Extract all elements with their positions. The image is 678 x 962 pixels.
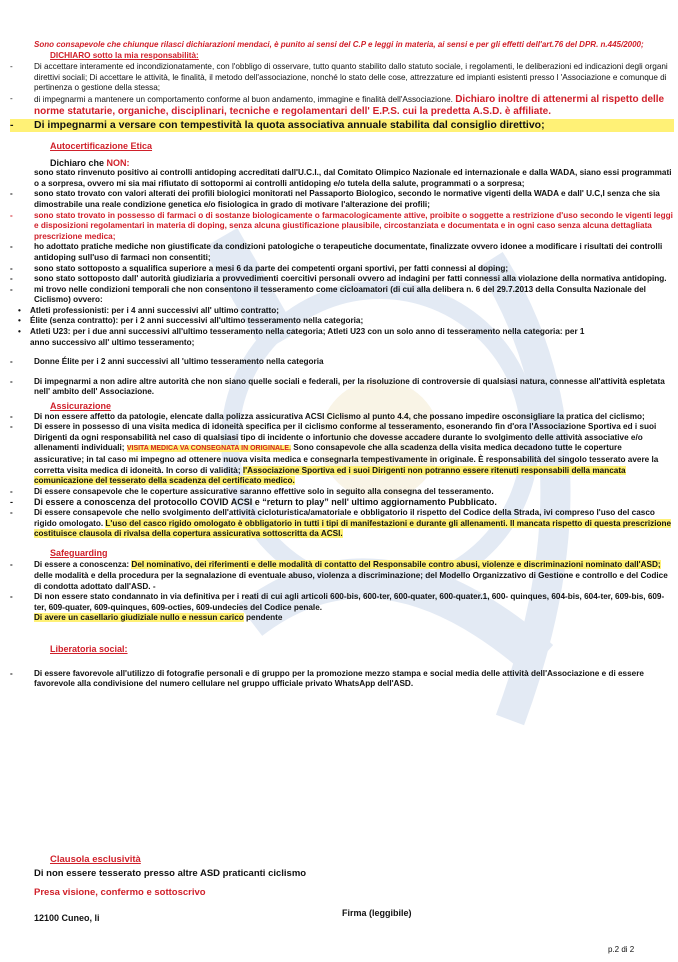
resp-item-quota: - Di impegnarmi a versare con tempestività la quota associativa annuale stabilita dal consiglio direttivo;	[10, 119, 674, 132]
category-item: • Élite (senza contratto): per i 2 anni successivi all'ultimo tesseramento nella categoria;	[18, 316, 364, 326]
etica-item: - sono stato sottoposto a squalifica superiore a mesi 6 da parte dei competenti organi sportivi, per fatti connessi al doping;	[10, 263, 509, 273]
assic-item: - Di essere a conoscenza del protocollo COVID ACSI e “return to play” nell' ultimo aggiornamento Pubblicato.	[10, 497, 497, 508]
elite-item: - Donne Élite per i 2 anni successivi all 'ultimo tesseramento nella categoria	[10, 357, 324, 367]
page-number: p.2 di 2	[608, 945, 635, 954]
assic-item: - Di essere consapevole che nello svolgimento dell'attività cicloturistica/amatoriale e obbligatorio il rispetto del Codice della Strada, ivi compreso l'uso del casco rigido omologato. L'uso del casco rigido omologato è obbligatorio in tutti i tipi di manifestazioni e durante gli allenamenti. Il mancata rispetto di questa prescrizione costituisce clausola di rivalsa della copertura assicurativa sottoscritta da ACSI.	[10, 507, 672, 539]
safeguarding-heading: Safeguarding	[50, 547, 108, 558]
liberatoria-heading: Liberatoria social:	[50, 643, 128, 654]
category-item: • Atleti U23: per i due anni successivi all'ultimo tesseramento nella categoria; Atleti U23 con un solo anno di tesseramento nella categoria: per 1 anno successivo all' ultimo tesseramento;	[18, 327, 585, 347]
assic-item: - Di essere in possesso di una visita medica di idoneità specifica per il ciclismo conforme al tesseramento, esonerando fin d'ora l'Associazione Sportiva ed i suoi Dirigenti da ogni responsabilità nel caso di qualsiasi tipo di incidente o infortunio che dovesse accadere durante lo svolgimento delle attività associative e/o allenamenti individuali; VISITA MEDICA VA CONSEGNATA IN ORIGINALE. Sono consapevole che alla scadenza della visita medica decadono tutte le coperture assicurative; in tal caso mi impegno ad ottenere nuova visita medica e consegnarla tempestivamente in originale. È responsabilità del singolo tesserato avere la corretta visita medica di idoneità. In corso di validità; l'Associazione Sportiva ed i suoi Dirigenti non potranno essere ritenuti responsabili della mancata comunicazione del tesserato della scadenza del certificato medico.	[10, 422, 659, 486]
clausola-text: Di non essere tesserato presso altre ASD praticanti ciclismo	[34, 868, 307, 879]
assic-item: - Di non essere affetto da patologie, elencate dalla polizza assicurativa ACSI Ciclismo al punto 4.4, che possano impedire osconsigliare la pratica del ciclismo;	[10, 411, 645, 421]
liberatoria-item: - Di essere favorevole all'utilizzo di fotografie personali e di gruppo per la promozione mezzo stampa e social media delle attività dell'Associazione e di essere favorevole alla condivisione del numero cellulare nel gruppo ufficiale privato WhatsApp dell'ASD.	[10, 668, 644, 689]
etica-heading: Autocertificazione Etica	[50, 140, 153, 151]
dichiaro-non-line: Dichiaro che NON:	[50, 157, 130, 168]
safe-item: - Di non essere stato condannato in via definitiva per i reati di cui agli articoli 600-bis, 600-ter, 600-quater, 600-quater.1, 600- quinques, 604-bis, 604-ter, 609-bis, 609-ter, 609-quater, 609-quinques, 609-octies, 609-undecies del Codice penale. Di avere un casellario giudiziale nullo e nessun carico pendente	[10, 592, 665, 623]
etica-item: - mi trovo nelle condizioni temporali che non consentono il tesseramento come cicloamatori (di cui alla delibera n. 6 del 29.7.2013 della Consulta Nazionale del Ciclismo) ovvero:	[10, 284, 646, 305]
signature-label: Firma (leggibile)	[342, 908, 412, 918]
place-date: 12100 Cuneo, li	[34, 913, 100, 923]
clausola-heading: Clausola esclusività	[50, 854, 141, 865]
etica-item: sono stato rinvenuto positivo ai controlli antidoping accreditati dall'U.C.I., dal Comitato Olimpico Nazionale ed internazionale e dalla WADA, siano essi programmati o a sorpresa, ovvero mi sia mai rifiutato di sottopormi ai controlli antidoping e/o tutela della salute, programmati o a sorpresa;	[34, 168, 672, 188]
category-item: • Atleti professionisti: per i 4 anni successivi all' ultimo contratto;	[18, 305, 279, 315]
dichiaro-heading: DICHIARO sotto la mia responsabilità:	[50, 50, 199, 60]
etica-item: - sono stato sottoposto dall' autorità giudiziaria a provvedimenti coercitivi personali ovvero ad indagini per fatti connessi alla violazione della normativa antidoping.	[10, 274, 667, 284]
etica-item: - ho adottato pratiche mediche non giustificate da condizioni patologiche o terapeutiche documentate, finalizzate ovvero idonee a modificare i risultati dei controlli antidoping sull'uso di farmaci non consentiti;	[10, 242, 663, 262]
resp-item: - di impegnarmi a mantenere un comportamento conforme al buon andamento, immagine e finalità dell'Associazione. Dichiaro inoltre di attenermi al rispetto delle norme statutarie, organiche, disciplinari, tecniche e regolamentari dell' E.P.S. cui la predetta A.S.D. è affiliate.	[10, 93, 665, 117]
assicurazione-heading: Assicurazione	[50, 401, 112, 412]
etica-item: - sono stato trovato in possesso di farmaci o di sostanze biologicamente o farmacologicamente attive, proibite o soggette a restrizione d'uso secondo le vigenti leggi e disposizioni regolamentari in materia di doping, senza alcuna giustificazione plausibile, circostanziata e documentata e in ogni caso senza alcuna dettagliata prescrizione medica;	[10, 210, 673, 241]
etica-item: - sono stato trovato con valori alterati dei profili biologici monitorati nel Passaporto Biologico, secondo le normative vigenti della WADA e dall' U.C,I senza che sia dimostrabile una reale condizione genetica e/o fisiologica in grado di motivare l'alterazione dei profili;	[10, 189, 660, 209]
document-body	[10, 40, 674, 690]
resp-item: - Di accettare interamente ed incondizionatamente, con l'obbligo di osservare, tutto quanto stabilito dallo statuto sociale, i regolamenti, le deliberazioni ed indicazioni degli organi direttivi sociali; Di accettare le attività, le finalità, il metodo dell'associazione, nonché lo stato delle cose, attrezzature ed impianti esistenti presso l 'Associazione e comunque di pertinenza o gestione della stessa;	[10, 62, 668, 93]
assic-item: - Di essere consapevole che le coperture assicurative saranno effettive solo in seguito alla consegna del tesseramento.	[10, 486, 494, 496]
presa-visione: Presa visione, confermo e sottoscrivo	[34, 887, 206, 898]
intro-text: Sono consapevole che chiunque rilasci dichiarazioni mendaci, è punito ai sensi del C.P e leggi in materia, ai sensi e per gli effetti dell'art.76 del DPR. n.445/2000;	[34, 40, 644, 49]
safe-item: - Di essere a conoscenza: Del nominativo, dei riferimenti e delle modalità di contatto del Responsabile contro abusi, violenze e discriminazioni nominato dall'ASD; delle modalità e della procedura per la segnalazione di eventuale abuso, violenza a discriminazione; del Modello Organizzativo di Gestione e controllo e del Codice di condotta adottato dall'ASD. -	[10, 560, 668, 591]
impegno-item: - Di impegnarmi a non adire altre autorità che non siano quelle sociali e federali, per la risoluzione di controversie di qualsiasi natura, connesse all'attività espletata nell' ambito dell' Associazione.	[10, 376, 665, 397]
